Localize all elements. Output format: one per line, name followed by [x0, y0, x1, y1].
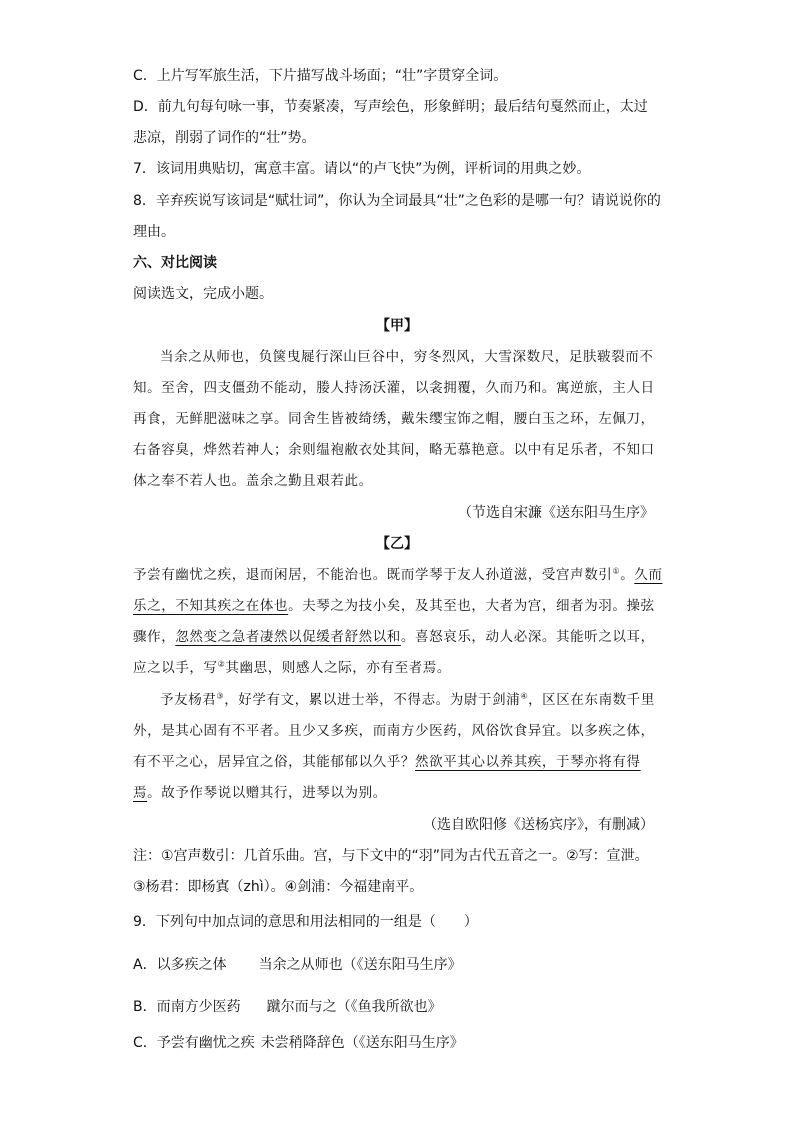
underlined-sentence-1a: 久而: [634, 567, 663, 583]
option-a-right: 当余之从师也（《送东阳马生序》: [258, 957, 462, 973]
yi-p1-line-4: 应之以手，写②其幽思，则感人之际，亦有至者焉。: [133, 659, 451, 676]
notes-line-2: ③杨君：即杨寘（zhì）。④剑浦：今福建南平。: [133, 879, 424, 895]
option-a: [133, 955, 462, 975]
footnote-mark-1: ①: [612, 566, 621, 576]
footnote-mark-2: ②: [217, 659, 226, 669]
option-c-line: C．上片写军旅生活，下片描写战斗场面；“壮”字贯穿全词。: [133, 68, 508, 84]
question-8-line-2: 理由。: [133, 224, 175, 240]
yi-p1-line-3: 骤作，忽然变之急者凄然以促缓者舒然以和。喜怒哀乐，动人必深。其能听之以耳，: [133, 629, 655, 645]
jia-source: （节选自宋濂《送东阳马生序》: [458, 505, 654, 521]
yi-p2-line-3: 有不平之心，居异宜之俗，其能郁郁以久乎？然欲平其心以养其疾，于琴亦将有得: [133, 754, 641, 770]
yi-source: （选自欧阳修《送杨宾序》，有删减）: [423, 817, 654, 833]
jia-line-2: 知。至舍，四支僵劲不能动，媵人持汤沃灌，以衾拥覆，久而乃和。寓逆旅，主人日: [133, 380, 655, 396]
underlined-sentence-1b: 乐之，不知其疾之在体也: [133, 598, 289, 614]
question-8-line-1: 8．辛弃疾说写该词是“赋壮词”，你认为全词最具“壮”之色彩的是哪一句？请说说你的: [133, 193, 661, 209]
notes-line-1: 注：①宫声数引：几首乐曲。宫，与下文中的“羽”同为古代五音之一。②写：宣泄。: [133, 848, 649, 864]
footnote-mark-4: ④: [520, 691, 529, 701]
option-c-q9: [133, 1033, 464, 1053]
underlined-sentence-2: 忽然变之急者凄然以促缓者舒然以和: [175, 629, 401, 645]
section-6-heading: 六、对比阅读: [133, 255, 217, 271]
instruction-text: 阅读选文，完成小题。: [133, 286, 273, 302]
underlined-sentence-3b: 焉: [133, 785, 148, 801]
option-c-left: C．予尝有幽忧之疾: [133, 1035, 255, 1051]
option-b-right: 蹴尔而与之（《鱼我所欲也》: [266, 999, 442, 1015]
underlined-sentence-3a: 然欲平其心以养其疾，于琴亦将有得: [415, 754, 641, 770]
option-b-left: B．而南方少医药: [133, 999, 241, 1015]
jia-line-3: 再食，无鲜肥滋味之享。同舍生皆被绮绣，戴朱缨宝饰之帽，腰白玉之环，左佩刀，: [133, 411, 655, 427]
yi-p2-line-4: 焉。故予作琴说以赠其行，进琴以为别。: [133, 785, 387, 801]
jia-line-4: 右备容臭，烨然若神人；余则缊袍敝衣处其间，略无慕艳意。以中有足乐者，不知口: [133, 442, 655, 458]
question-9-stem: 9．下列句中加点词的意思和用法相同的一组是（ ）: [133, 914, 478, 930]
yi-p2-line-1: 予友杨君③，好学有文，累以进士举，不得志。为尉于剑浦④，区区在东南数千里: [160, 691, 655, 708]
option-d-line-1: D．前九句每句咏一事，节奏紧凑，写声绘色，形象鲜明；最后结句戛然而止，太过: [133, 99, 648, 115]
question-7: 7．该词用典贴切，寓意丰富。请以“的卢飞快”为例，评析词的用典之妙。: [133, 161, 591, 177]
passage-jia-title: 【甲】: [376, 318, 418, 334]
jia-line-5: 体之奉不若人也。盖余之勤且艰若此。: [133, 473, 373, 489]
yi-p1-line-2: 乐之，不知其疾之在体也。夫琴之为技小矣，及其至也，大者为宫，细者为羽。操弦: [133, 598, 655, 614]
passage-yi-title: 【乙】: [376, 536, 418, 552]
footnote-mark-3: ③: [216, 691, 225, 701]
option-b: [133, 997, 442, 1017]
option-d-line-2: 悲凉，削弱了词作的“壮”势。: [133, 130, 316, 146]
yi-p2-line-2: 外，是其心固有不平者。且少又多疾，而南方少医药，风俗饮食异宜。以多疾之体，: [133, 723, 655, 739]
option-a-left: A．以多疾之体: [133, 957, 227, 973]
option-c-right: 未尝稍降辞色（《送东阳马生序》: [260, 1035, 464, 1051]
jia-line-1: 当余之从师也，负箧曳屣行深山巨谷中，穷冬烈风，大雪深数尺，足肤皲裂而不: [160, 349, 654, 365]
yi-p1-line-1: 予尝有幽忧之疾，退而闲居，不能治也。既而学琴于友人孙道滋，受宫声数引①。久而: [133, 566, 663, 583]
